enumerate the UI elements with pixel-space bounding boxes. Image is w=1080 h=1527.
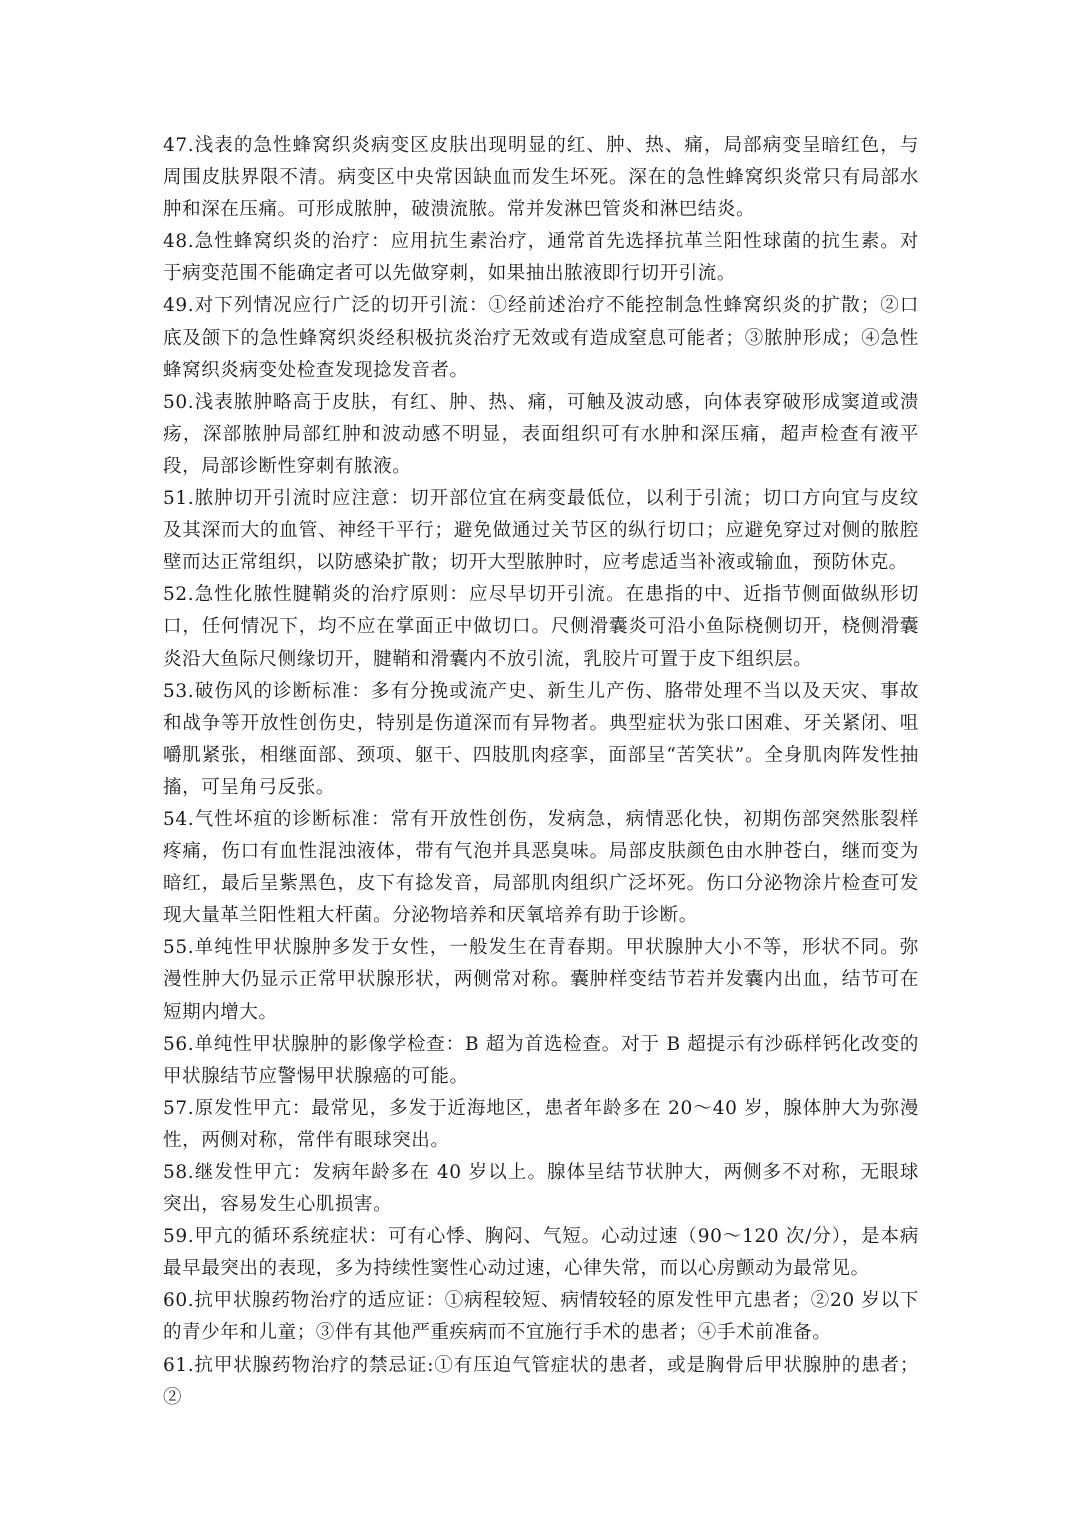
paragraph-50: 50.浅表脓肿略高于皮肤，有红、肿、热、痛，可触及波动感，向体表穿破形成窦道或溃疡，深部脓肿局部红肿和波动感不明显，表面组织可有水肿和深压痛，超声检查有液平段，局部诊断性穿刺有脓液。 <box>163 391 919 477</box>
paragraph-55: 55.单纯性甲状腺肿多发于女性，一般发生在青春期。甲状腺肿大小不等，形状不同。弥漫性肿大仍显示正常甲状腺形状，两侧常对称。囊肿样变结节若并发囊内出血，结节可在短期内增大。 <box>163 937 919 1023</box>
paragraph-57: 57.原发性甲亢：最常见，多发于近海地区，患者年龄多在 20～40 岁，腺体肿大为弥漫性，两侧对称，常伴有眼球突出。 <box>163 1097 919 1151</box>
paragraph-49: 49.对下列情况应行广泛的切开引流：①经前述治疗不能控制急性蜂窝织炎的扩散；②口底及颌下的急性蜂窝织炎经积极抗炎治疗无效或有造成窒息可能者；③脓肿形成；④急性蜂窝织炎病变处检查发现捻发音者。 <box>163 295 919 381</box>
paragraph-56: 56.单纯性甲状腺肿的影像学检查：B 超为首选检查。对于 B 超提示有沙砾样钙化改变的甲状腺结节应警惕甲状腺癌的可能。 <box>163 1033 919 1087</box>
paragraph-60: 60.抗甲状腺药物治疗的适应证：①病程较短、病情较轻的原发性甲亢患者；②20 岁以下的青少年和儿童；③伴有其他严重疾病而不宜施行手术的患者；④手术前准备。 <box>163 1290 919 1344</box>
paragraph-58: 58.继发性甲亢：发病年龄多在 40 岁以上。腺体呈结节状肿大，两侧多不对称，无眼球突出，容易发生心肌损害。 <box>163 1162 919 1216</box>
paragraph-54: 54.气性坏疽的诊断标准：常有开放性创伤，发病急，病情恶化快，初期伤部突然胀裂样疼痛，伤口有血性混浊液体，带有气泡并具恶臭味。局部皮肤颜色由水肿苍白，继而变为暗红，最后呈紫黑色，皮下有捻发音，局部肌肉组织广泛坏死。伤口分泌物涂片检查可发现大量革兰阳性粗大杆菌。分泌物培养和厌氧培养有助于诊断。 <box>163 808 919 927</box>
document-page <box>163 130 919 1414</box>
paragraph-53: 53.破伤风的诊断标准：多有分挽或流产史、新生儿产伤、胳带处理不当以及天灾、事故和战争等开放性创伤史，特别是伤道深而有异物者。典型症状为张口困难、牙关紧闭、咀嚼肌紧张，相继面部、颈项、躯干、四肢肌肉痉挛，面部呈“苦笑状”。全身肌肉阵发性抽搐，可呈角弓反张。 <box>163 680 919 798</box>
paragraph-59: 59.甲亢的循环系统症状：可有心悸、胸闷、气短。心动过速（90～120 次/分），是本病最早最突出的表现，多为持续性窦性心动过速，心律失常，而以心房颤动为最常见。 <box>163 1226 919 1280</box>
paragraph-51: 51.脓肿切开引流时应注意：切开部位宜在病变最低位，以利于引流；切口方向宜与皮纹及其深而大的血管、神经干平行；避免做通过关节区的纵行切口；应避免穿过对侧的脓腔壁而达正常组织，以防感染扩散；切开大型脓肿时，应考虑适当补液或输血，预防休克。 <box>163 488 919 574</box>
paragraph-52: 52.急性化脓性腱鞘炎的治疗原则：应尽早切开引流。在患指的中、近指节侧面做纵形切口，任何情况下，均不应在掌面正中做切口。尺侧滑囊炎可沿小鱼际桡侧切开，桡侧滑囊炎沿大鱼际尺侧缘切开，腱鞘和滑囊内不放引流，乳胶片可置于皮下组织层。 <box>163 584 919 670</box>
paragraph-48: 48.急性蜂窝织炎的治疗：应用抗生素治疗，通常首先选择抗革兰阳性球菌的抗生素。对于病变范围不能确定者可以先做穿刺，如果抽出脓液即行切开引流。 <box>163 231 919 285</box>
paragraph-61: 61.抗甲状腺药物治疗的禁忌证:①有压迫气管症状的患者，或是胸骨后甲状腺肿的患者；② <box>163 1354 919 1408</box>
paragraph-47: 47.浅表的急性蜂窝织炎病变区皮肤出现明显的红、肿、热、痛，局部病变呈暗红色，与周围皮肤界限不清。病变区中央常因缺血而发生坏死。深在的急性蜂窝织炎常只有局部水肿和深在压痛。可形成脓肿，破溃流脓。常并发淋巴管炎和淋巴结炎。 <box>163 135 919 221</box>
